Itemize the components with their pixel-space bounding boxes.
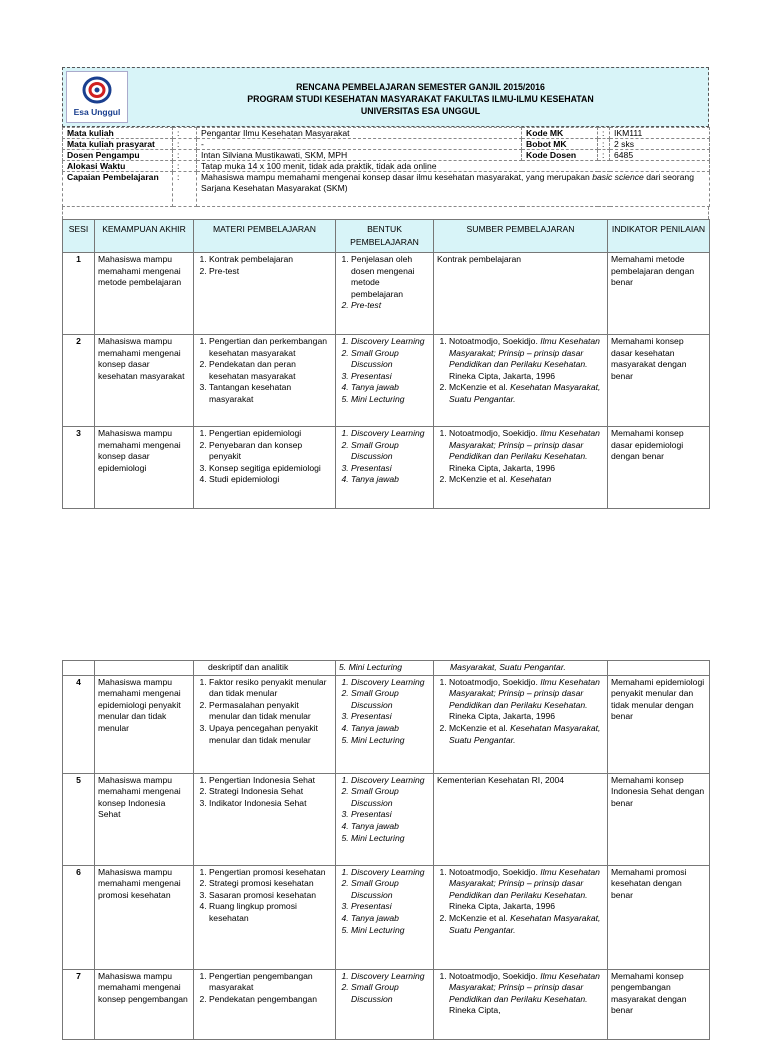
- info-row-alokasi: Alokasi Waktu : Tatap muka 14 x 100 menit, tidak ada praktik, tidak ada online: [63, 161, 710, 172]
- capaian-text: Mahasiswa mampu memahami mengenai konsep dasar ilmu kesehatan masyarakat, yang merupakan basic science dari seorang Sarjana Kesehatan Masyarakat (SKM): [197, 172, 710, 207]
- info-row-mata-kuliah: Mata kuliah : Pengantar Ilmu Kesehatan Masyarakat Kode MK : IKM111: [63, 128, 710, 139]
- course-info-table: [62, 127, 710, 207]
- table-row: 4 Mahasiswa mampu memahami mengenai epidemiologi penyakit menular dan tidak menular 1. Faktor resiko penyakit menular dan tidak menular 2. Permasalahan penyakit menular dan tidak menular 3. Upaya pencegahan penyakit menular dan tidak menular 1. Discovery Learning 2. Small Group Discussion 3. Presentasi 4. Tanya jawab 5. Mini Lecturing 1. Notoatmodjo, Soekidjo. Ilmu Kesehatan Masyarakat; Prinsip – prinsip dasar Pendidikan dan Perilaku Kesehatan. Rineka Cipta, Jakarta, 1996 2. McKenzie et al. Kesehatan Masyarakat, Suatu Pengantar. Memahami epidemiologi penyakit menular dan tidak menular dengan benar: [63, 675, 710, 773]
- document-title: RENCANA PEMBELAJARAN SEMESTER GANJIL 2015/2016 PROGRAM STUDI KESEHATAN MASYARAKAT FAKULTAS ILMU-ILMU KESEHATAN UNIVERSITAS ESA UNGGUL: [247, 82, 594, 116]
- table-row: 2 Mahasiswa mampu memahami mengenai konsep dasar kesehatan masyarakat 1. Pengertian dan perkembangan kesehatan masyarakat 2. Pendekatan dan peran kesehatan masyarakat 3. Tantangan kesehatan masyarakat 1. Discovery Learning 2. Small Group Discussion 3. Presentasi 4. Tanya jawab 5. Mini Lecturing 1. Notoatmodjo, Soekidjo. Ilmu Kesehatan Masyarakat; Prinsip – prinsip dasar Pendidikan dan Perilaku Kesehatan. Rineka Cipta, Jakarta, 1996 2. McKenzie et al. Kesehatan Masyarakat, Suatu Pengantar. Memahami konsep dasar kesehatan masyarakat dengan benar: [63, 335, 710, 427]
- document-header: [62, 67, 709, 127]
- table-row: 6 Mahasiswa mampu memahami mengenai promosi kesehatan 1. Pengertian promosi kesehatan 2. Strategi promosi kesehatan 3. Sasaran promosi kesehatan 4. Ruang lingkup promosi kesehatan 1. Discovery Learning 2. Small Group Discussion 3. Presentasi 4. Tanya jawab 5. Mini Lecturing 1. Notoatmodjo, Soekidjo. Ilmu Kesehatan Masyarakat; Prinsip – prinsip dasar Pendidikan dan Perilaku Kesehatan. Rineka Cipta, Jakarta, 1996 2. McKenzie et al. Kesehatan Masyarakat, Suatu Pengantar. Memahami promosi kesehatan dengan benar: [63, 865, 710, 969]
- table-row: 7 Mahasiswa mampu memahami mengenai konsep pengembangan 1. Pengertian pengembangan masyarakat 2. Pendekatan pengembangan 1. Discovery Learning 2. Small Group Discussion 1. Notoatmodjo, Soekidjo. Ilmu Kesehatan Masyarakat; Prinsip – prinsip dasar Pendidikan dan Perilaku Kesehatan. Rineka Cipta, Memahami konsep pengembangan masyarakat dengan benar: [63, 969, 710, 1039]
- page-1: [62, 67, 709, 509]
- col-indikator: INDIKATOR PENILAIAN: [608, 220, 710, 253]
- col-bentuk: BENTUK PEMBELAJARAN: [336, 220, 434, 253]
- col-materi: MATERI PEMBELAJARAN: [194, 220, 336, 253]
- info-row-prasyarat: Mata kuliah prasyarat : - Bobot MK : 2 sks: [63, 139, 710, 150]
- page-2: [62, 660, 709, 1040]
- col-kemampuan: KEMAMPUAN AKHIR: [95, 220, 194, 253]
- info-row-dosen: Dosen Pengampu : Intan Silviana Mustikawati, SKM, MPH Kode Dosen : 6485: [63, 150, 710, 161]
- logo-text: Esa Unggul: [73, 107, 121, 117]
- table-header-row: [63, 220, 710, 253]
- table-row: 1 Mahasiswa mampu memahami mengenai metode pembelajaran 1. Kontrak pembelajaran 2. Pre-test 1. Penjelasan oleh dosen mengenai metode pembelajaran 2. Pre-test Kontrak pembelajaran Memahami metode pembelajaran dengan benar: [63, 253, 710, 335]
- lesson-plan-table-1: [62, 219, 710, 509]
- lesson-plan-table-2: [62, 660, 710, 1040]
- table-row: 5 Mahasiswa mampu memahami mengenai konsep Indonesia Sehat 1. Pengertian Indonesia Sehat 2. Strategi Indonesia Sehat 3. Indikator Indonesia Sehat 1. Discovery Learning 2. Small Group Discussion 3. Presentasi 4. Tanya jawab 5. Mini Lecturing Kementerian Kesehatan RI, 2004 Memahami konsep Indonesia Sehat dengan benar: [63, 773, 710, 865]
- university-logo: [66, 71, 128, 123]
- col-sumber: SUMBER PEMBELAJARAN: [434, 220, 608, 253]
- col-sesi: SESI: [63, 220, 95, 253]
- info-row-capaian: Capaian Pembelajaran : Mahasiswa mampu memahami mengenai konsep dasar ilmu kesehatan masyarakat, yang merupakan basic science dari seorang Sarjana Kesehatan Masyarakat (SKM): [63, 172, 710, 207]
- table-row: 3 Mahasiswa mampu memahami mengenai konsep dasar epidemiologi 1. Pengertian epidemiologi 2. Penyebaran dan konsep penyakit 3. Konsep segitiga epidemiologi 4. Studi epidemiologi 1. Discovery Learning 2. Small Group Discussion 3. Presentasi 4. Tanya jawab 1. Notoatmodjo, Soekidjo. Ilmu Kesehatan Masyarakat; Prinsip – prinsip dasar Pendidikan dan Perilaku Kesehatan. Rineka Cipta, Jakarta, 1996 2. McKenzie et al. Kesehatan Memahami konsep dasar epidemiologi dengan benar: [63, 427, 710, 509]
- table-row-continued: deskriptif dan analitik 5. Mini Lecturing Masyarakat, Suatu Pengantar.: [63, 661, 710, 676]
